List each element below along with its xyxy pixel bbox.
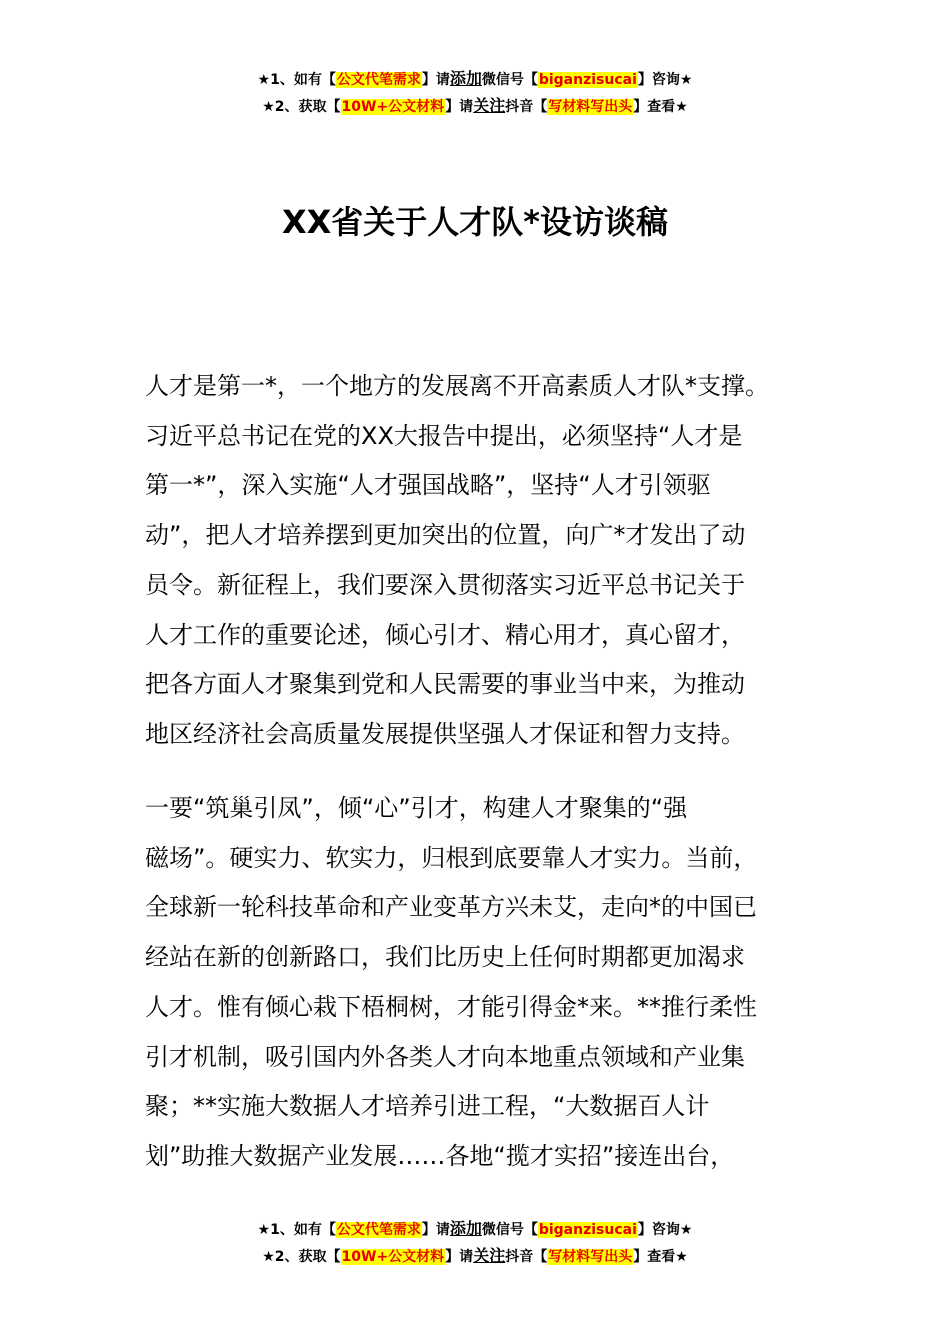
paragraph-line: 人才工作的重要论述，倾心引才、精心用才，真心留才， xyxy=(145,620,745,649)
banner-text: 抖音【 xyxy=(505,99,548,115)
paragraph-line: 地区经济社会高质量发展提供坚强人才保证和智力支持。 xyxy=(145,719,745,748)
paragraph-1 xyxy=(145,362,805,760)
banner-text: ★2、获取【 xyxy=(262,99,341,115)
banner-text: 抖音【 xyxy=(505,1249,548,1265)
paragraph-line: 人才。惟有倾心栽下梧桐树，才能引得金*来。**推行柔性 xyxy=(145,992,757,1021)
paragraph-line: 聚；**实施大数据人才培养引进工程，“大数据百人计 xyxy=(145,1092,710,1121)
banner-text: 】查看★ xyxy=(633,99,688,115)
banner-text: 】请 xyxy=(421,72,450,88)
banner-text: 】查看★ xyxy=(633,1249,688,1265)
paragraph-line: 划”助推大数据产业发展……各地“揽才实招”接连出台， xyxy=(145,1141,735,1170)
banner-text: 微信号【 xyxy=(481,1222,538,1238)
banner-line-1 xyxy=(0,1216,950,1243)
banner-text: ★1、如有【 xyxy=(257,72,336,88)
banner-line-1 xyxy=(0,66,950,93)
paragraph-line: 引才机制，吸引国内外各类人才向本地重点领域和产业集 xyxy=(145,1042,745,1071)
banner-text: 】咨询★ xyxy=(637,72,693,88)
paragraph-line: 一要“筑巢引凤”，倾“心”引才，构建人才聚集的“强 xyxy=(145,794,688,822)
paragraph-2 xyxy=(145,784,805,1182)
highlight-materials: 10W+公文材料 xyxy=(341,99,445,115)
document-title: XX省关于人才队*设访谈稿 xyxy=(281,203,669,241)
paragraph-line: 经站在新的创新路口，我们比历史上任何时期都更加渴求 xyxy=(145,943,745,972)
banner-text: ★2、获取【 xyxy=(262,1249,341,1265)
highlight-service: 公文代笔需求 xyxy=(336,1222,421,1238)
paragraph-line: 动”，把人才培养摆到更加突出的位置，向广*才发出了动 xyxy=(145,521,746,550)
highlight-douyin: 写材料写出头 xyxy=(548,1249,633,1265)
paragraph-line: 全球新一轮科技革命和产业变革方兴未艾，走向*的中国已 xyxy=(145,893,757,922)
banner-emphasis: 关注 xyxy=(473,96,506,115)
paragraph-line: 磁场”。硬实力、软实力，归根到底要靠人才实力。当前， xyxy=(145,843,758,872)
paragraph-line: 人才是第一*，一个地方的发展离不开高素质人才队*支撑。 xyxy=(145,372,769,400)
highlight-douyin: 写材料写出头 xyxy=(548,99,633,115)
paragraph-line: 把各方面人才聚集到党和人民需要的事业当中来，为推动 xyxy=(145,670,745,699)
banner-text: 】请 xyxy=(445,1249,474,1265)
highlight-wechat-id: biganzisucai xyxy=(538,72,637,88)
footer-banner xyxy=(0,1216,950,1270)
highlight-materials: 10W+公文材料 xyxy=(341,1249,445,1265)
banner-text: 】咨询★ xyxy=(637,1222,693,1238)
banner-text: 】请 xyxy=(445,99,474,115)
paragraph-line: 习近平总书记在党的XX大报告中提出，必须坚持“人才是 xyxy=(145,421,743,450)
banner-emphasis: 添加 xyxy=(449,69,482,88)
highlight-service: 公文代笔需求 xyxy=(336,72,421,88)
banner-text: 】请 xyxy=(421,1222,450,1238)
banner-text: 微信号【 xyxy=(481,72,538,88)
banner-line-2 xyxy=(0,1243,950,1270)
banner-text: ★1、如有【 xyxy=(257,1222,336,1238)
banner-emphasis: 添加 xyxy=(449,1219,482,1238)
banner-line-2 xyxy=(0,93,950,120)
header-banner xyxy=(0,66,950,120)
highlight-wechat-id: biganzisucai xyxy=(538,1222,637,1238)
paragraph-line: 第一*”，深入实施“人才强国战略”，坚持“人才引领驱 xyxy=(145,471,711,500)
paragraph-line: 员令。新征程上，我们要深入贯彻落实习近平总书记关于 xyxy=(145,570,745,599)
banner-emphasis: 关注 xyxy=(473,1246,506,1265)
